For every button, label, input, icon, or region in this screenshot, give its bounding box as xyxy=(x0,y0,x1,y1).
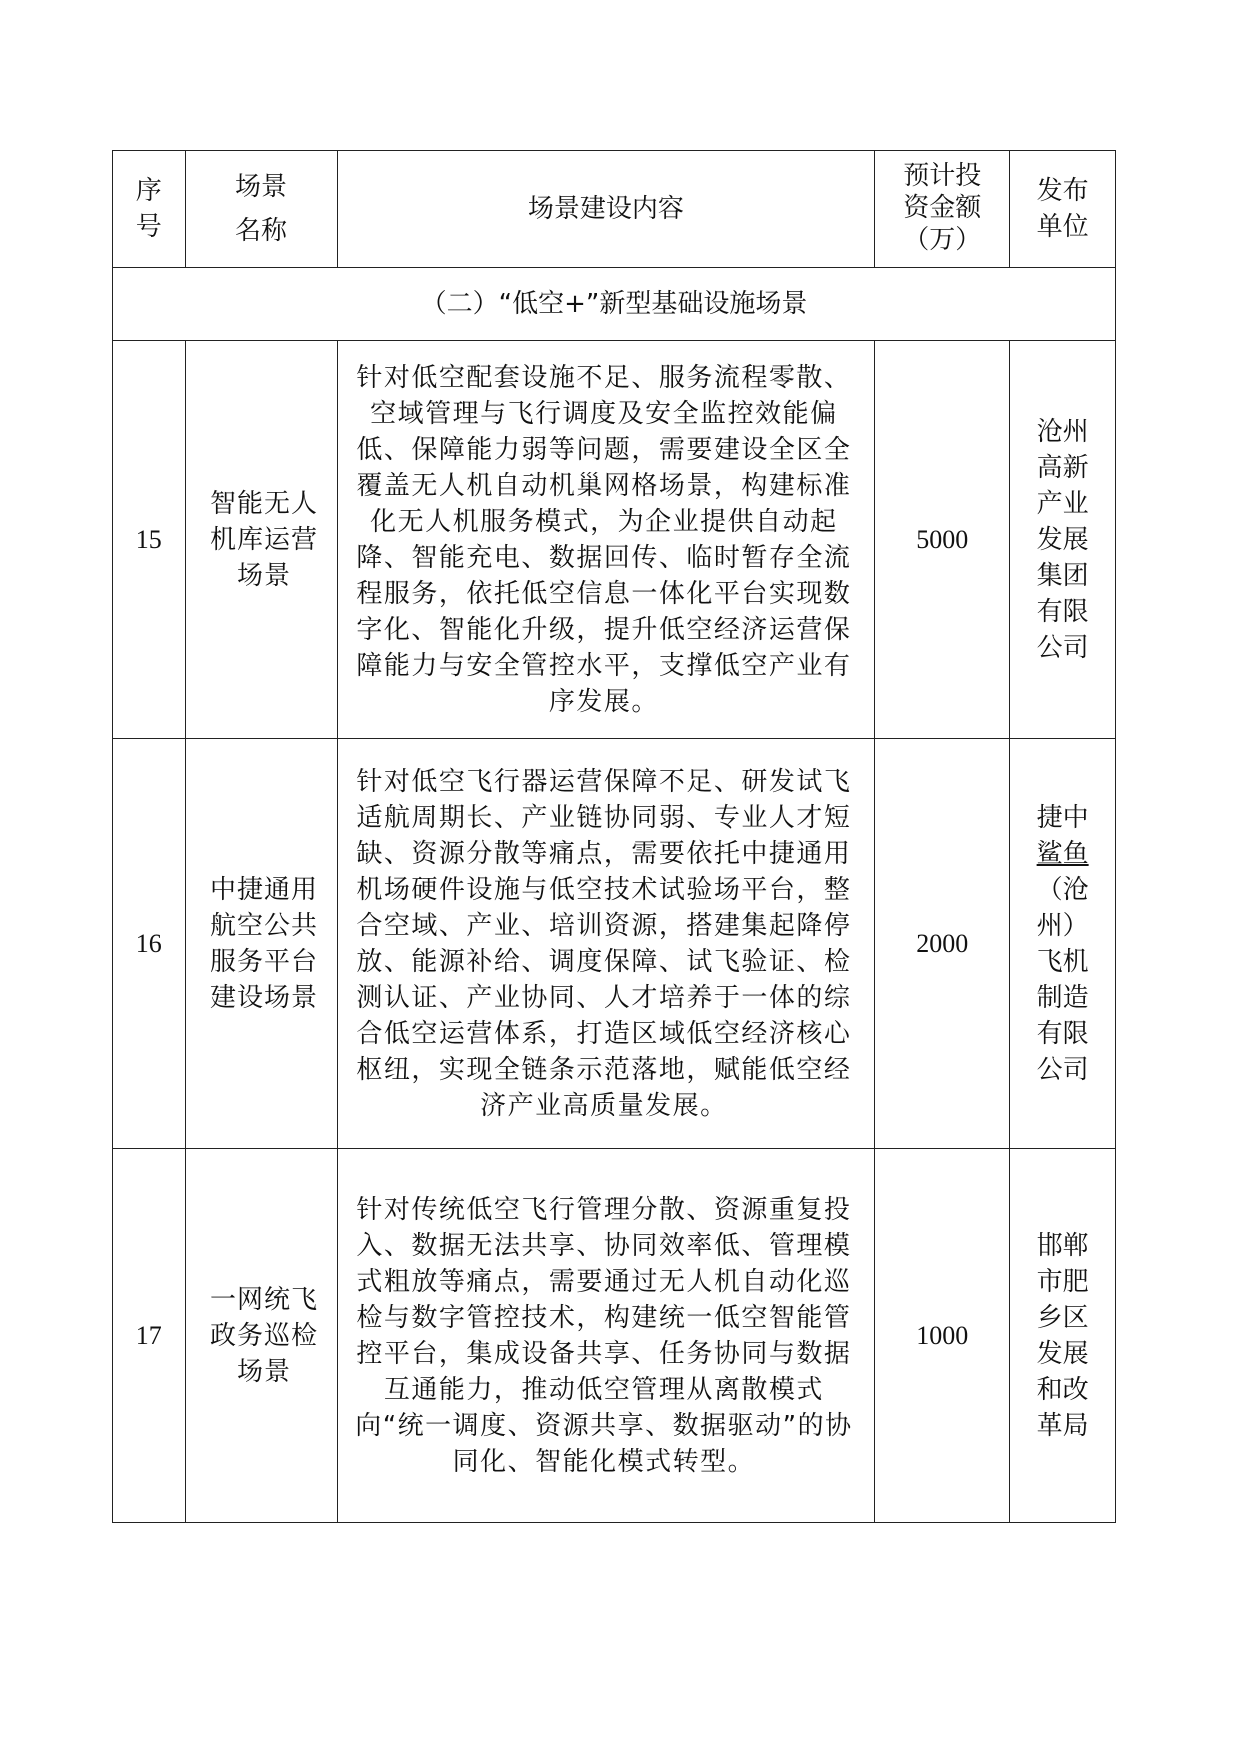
publisher-line: 集团 xyxy=(1036,560,1089,591)
scenario-name-line: 场景 xyxy=(237,1356,292,1387)
scenario-name-line: 航空公共 xyxy=(210,910,319,941)
header-no-line: 序 xyxy=(135,176,162,206)
header-name xyxy=(185,151,337,268)
publisher-line: 市肥 xyxy=(1036,1266,1089,1297)
publisher-unit xyxy=(1010,1149,1116,1523)
scenario-content xyxy=(337,1149,875,1523)
publisher-line: 捷中 xyxy=(1036,802,1089,833)
scenario-name xyxy=(185,341,337,739)
publisher-line: 公司 xyxy=(1036,632,1089,663)
publisher-line: 制造 xyxy=(1036,982,1089,1013)
scenario-name xyxy=(185,1149,337,1523)
publisher-line: 邯郸 xyxy=(1036,1230,1089,1261)
header-org-line: 发布 xyxy=(1036,176,1089,206)
publisher-line: 州） xyxy=(1036,910,1089,941)
scenario-name-line: 服务平台 xyxy=(210,946,319,977)
table-row xyxy=(113,1149,1116,1523)
scenario-name-line: 中捷通用 xyxy=(210,874,319,905)
publisher-line: 飞机 xyxy=(1036,946,1089,977)
header-no xyxy=(113,151,186,268)
publisher-line: 革局 xyxy=(1036,1410,1089,1441)
publisher-line: 有限 xyxy=(1036,596,1089,627)
section-row xyxy=(113,268,1116,341)
row-number: 15 xyxy=(113,341,186,739)
scenario-name-line: 建设场景 xyxy=(210,982,319,1013)
header-content xyxy=(337,151,875,268)
header-name-line: 场景 xyxy=(235,172,288,202)
header-amount-line: 预计投 xyxy=(903,161,982,191)
header-name-line: 名称 xyxy=(235,216,288,246)
publisher-line: 乡区 xyxy=(1036,1302,1089,1333)
row-number: 16 xyxy=(113,739,186,1149)
scenario-name-line: 政务巡检 xyxy=(210,1320,319,1351)
publisher-unit xyxy=(1010,341,1116,739)
scenario-name-line: 一网统飞 xyxy=(210,1284,319,1315)
scenario-table xyxy=(112,150,1116,1523)
publisher-line: 高新 xyxy=(1036,452,1089,483)
header-amount-line: 资金额 xyxy=(903,193,982,223)
scenario-content xyxy=(337,341,875,739)
publisher-line: 发展 xyxy=(1036,524,1089,555)
investment-amount: 1000 xyxy=(875,1149,1010,1523)
publisher-line: 有限 xyxy=(1036,1018,1089,1049)
scenario-content-text: 针对低空飞行器运营保障不足、研发试飞适航周期长、产业链协同弱、专业人才短缺、资源分散等痛点，需要依托中捷通用机场硬件设施与低空技术试验场平台，整合空域、产业、培训资源，搭建集起降停放、能源补给、调度保障、试飞验证、检测认证、产业协同、人才培养于一体的综合低空运营体系，打造区域低空经济核心枢纽，实现全链条示范落地，赋能低空经济产业高质量发展。 xyxy=(356,766,852,1121)
header-amount-line: （万） xyxy=(903,225,982,255)
row-number: 17 xyxy=(113,1149,186,1523)
scenario-name-line: 机库运营 xyxy=(210,524,319,555)
publisher-line: 鲨鱼 xyxy=(1036,838,1089,869)
header-no-line: 号 xyxy=(135,212,162,242)
scenario-content-text: 针对传统低空飞行管理分散、资源重复投入、数据无法共享、协同效率低、管理模式粗放等痛点，需要通过无人机自动化巡检与数字管控技术，构建统一低空智能管控平台，集成设备共享、任务协同与数据互通能力，推动低空管理从离散模式向“统一调度、资源共享、数据驱动”的协同化、智能化模式转型。 xyxy=(355,1194,853,1477)
publisher-unit xyxy=(1010,739,1116,1149)
publisher-line: 沧州 xyxy=(1036,416,1089,447)
publisher-line: 发展 xyxy=(1036,1338,1089,1369)
table-row xyxy=(113,341,1116,739)
publisher-line: 和改 xyxy=(1036,1374,1089,1405)
scenario-name-line: 智能无人 xyxy=(210,488,319,519)
section-title: （二）“低空+”新型基础设施场景 xyxy=(113,268,1116,341)
header-org xyxy=(1010,151,1116,268)
header-content-label: 场景建设内容 xyxy=(527,194,684,224)
scenario-name xyxy=(185,739,337,1149)
investment-amount: 5000 xyxy=(875,341,1010,739)
scenario-name-line: 场景 xyxy=(237,560,292,591)
investment-amount: 2000 xyxy=(875,739,1010,1149)
scenario-content-text: 针对低空配套设施不足、服务流程零散、空域管理与飞行调度及安全监控效能偏低、保障能力弱等问题，需要建设全区全覆盖无人机自动机巢网格场景，构建标准化无人机服务模式，为企业提供自动起降、智能充电、数据回传、临时暂存全流程服务，依托低空信息一体化平台实现数字化、智能化升级，提升低空经济运营保障能力与安全管控水平，支撑低空产业有序发展。 xyxy=(356,362,852,717)
scenario-content xyxy=(337,739,875,1149)
publisher-line: 产业 xyxy=(1036,488,1089,519)
publisher-line: （沧 xyxy=(1036,874,1089,905)
table-row xyxy=(113,739,1116,1149)
publisher-line: 公司 xyxy=(1036,1054,1089,1085)
table-header-row xyxy=(113,151,1116,268)
header-amount xyxy=(875,151,1010,268)
header-org-line: 单位 xyxy=(1036,212,1089,242)
